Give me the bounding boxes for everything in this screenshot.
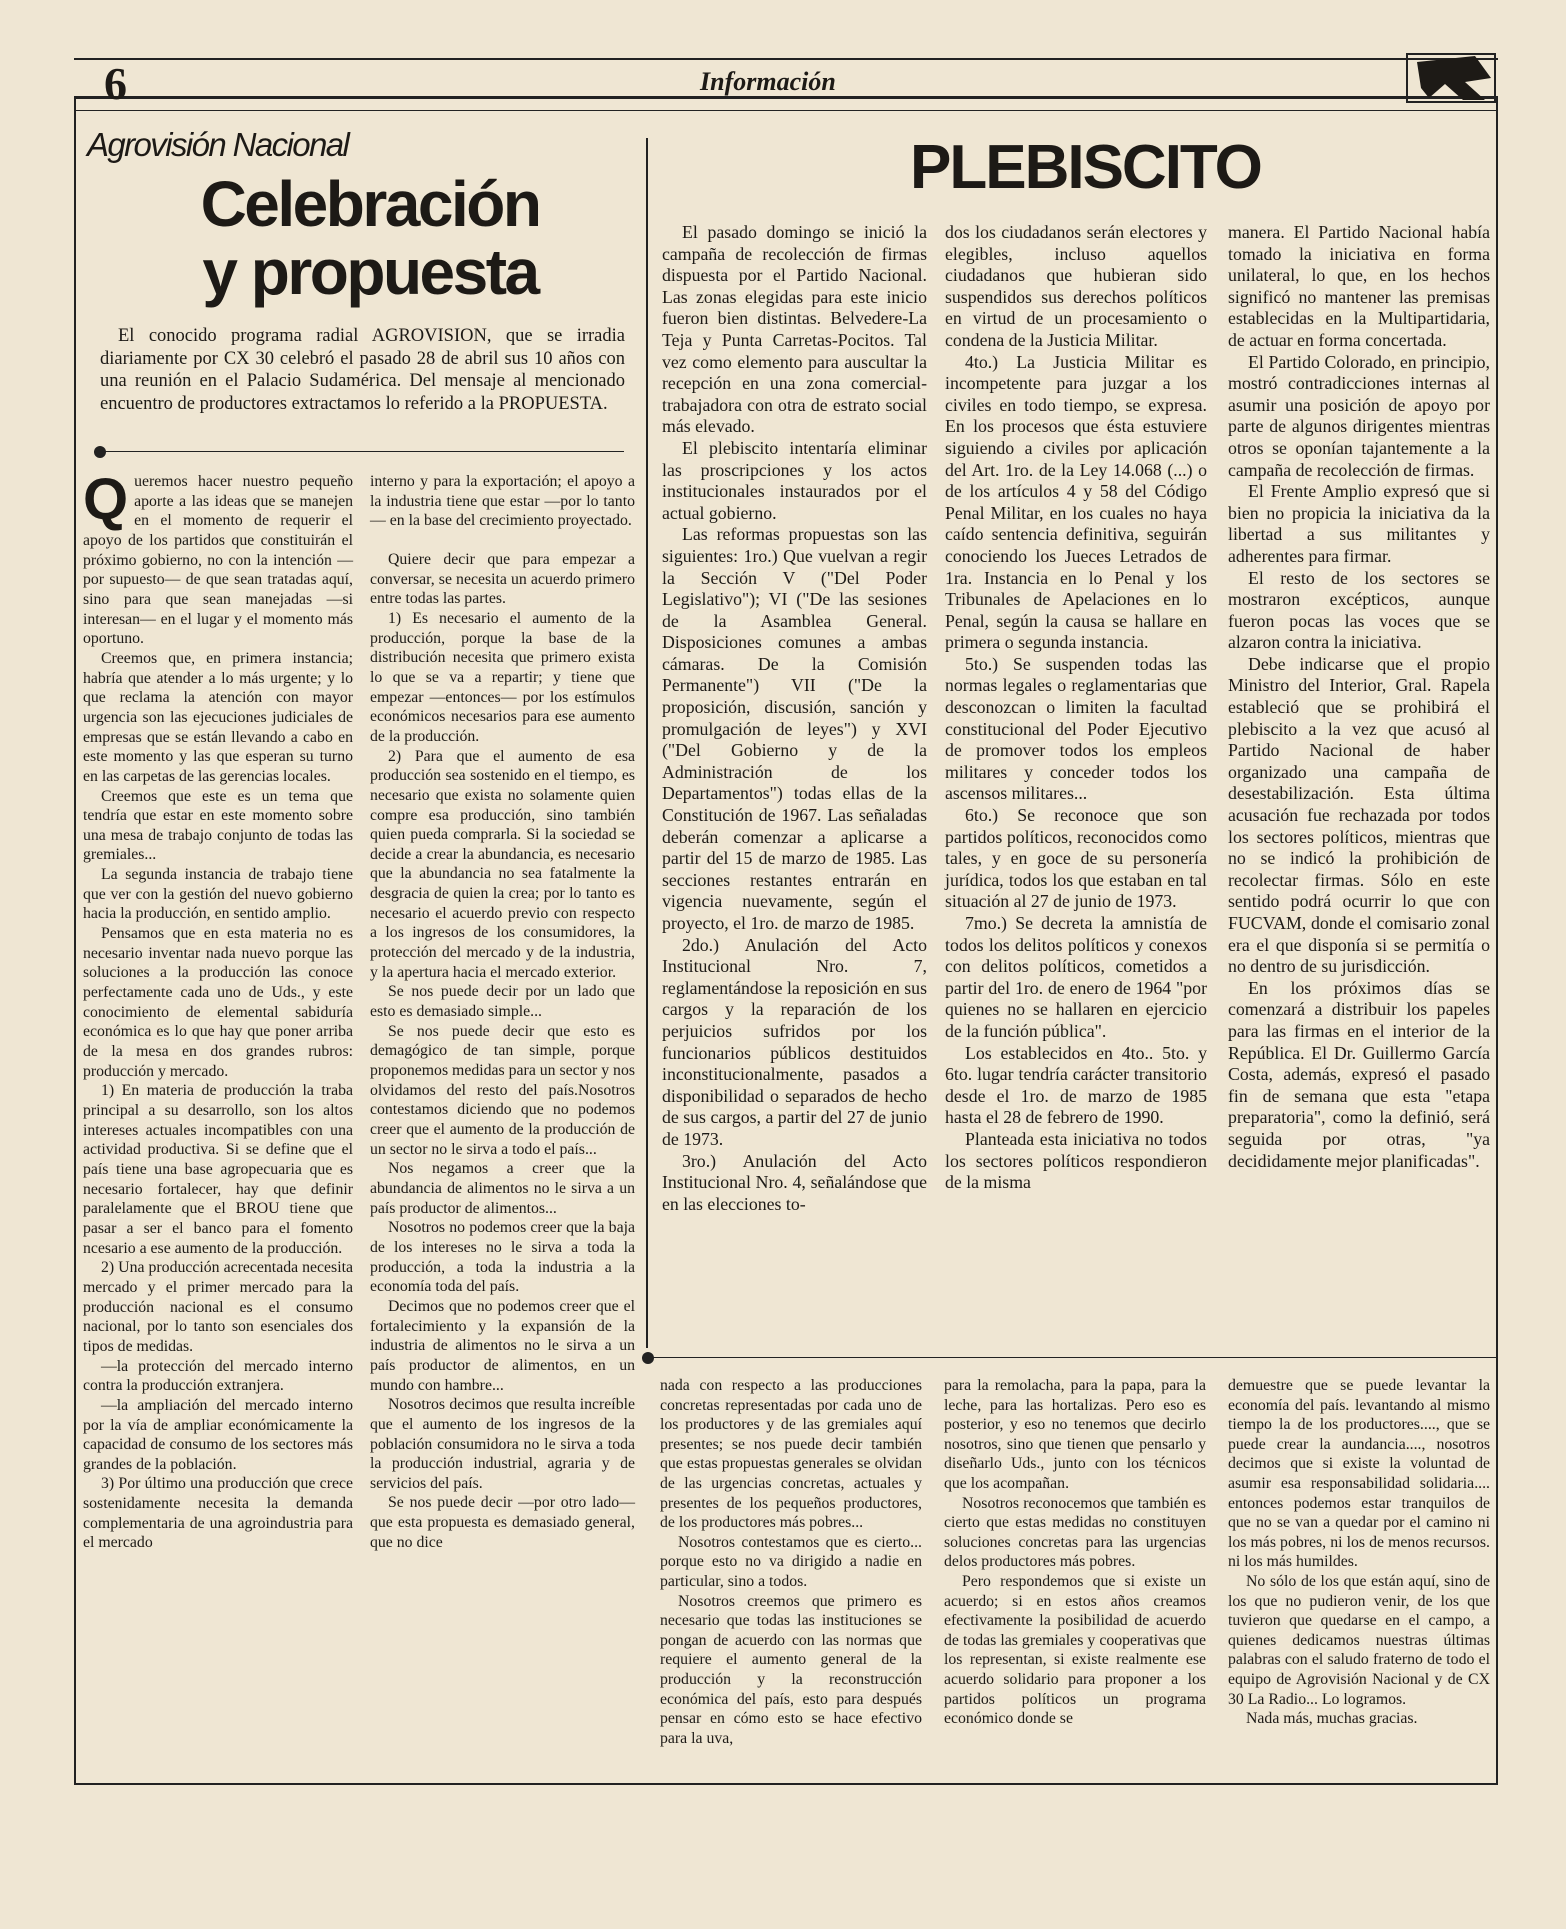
column-paragraph: Nosotros creemos que primero es necesario que todas las instituciones se pongan de acuerdo con las normas que requiere el aumento general de la producción y la reconstrucción económica del país, esto para después pensar en cómo esto se hace efectivo para la uva,: [660, 1592, 922, 1747]
column-paragraph: El resto de los sectores se mostraron excépticos, aunque fueron pocas las voces que se alzaron contra la iniciativa.: [1228, 567, 1490, 653]
frame-left: [74, 99, 76, 1784]
publication-logo: [1405, 48, 1499, 106]
column-paragraph: Pero respondemos que si existe un acuerdo; si en estos años creamos efectivamente la posibilidad de acuerdo de todas las gremiales y cooperativas que los representan, si existe realmente ese acuerdo solidario para proponer a los partidos políticos un programa económico donde se: [944, 1572, 1206, 1728]
column-paragraph: 2) Una producción acrecentada necesita mercado y el primer mercado para la producción nacional es el consumo nacional, por lo tanto son esenciales dos tipos de medidas.: [83, 1259, 353, 1355]
column-paragraph: manera. El Partido Nacional había tomado la iniciativa en forma unilateral, lo que, en los hechos significó no mantener las premisas establecidas en la Multipartidaria, de actuar en forma concertada.: [1228, 222, 1490, 350]
column-paragraph: Los establecidos en 4to.. 5to. y 6to. lugar tendría carácter transitorio desde el 1ro. de marzo de 1985 hasta el 28 de febrero de 1990.: [945, 1042, 1207, 1128]
column-paragraph: 5to.) Se suspenden todas las normas legales o reglamentarias que desconozcan o limiten la facultad constitucional del Poder Ejecutivo de promover todos los empleos militares y conceder todos los ascensos militares...: [945, 653, 1207, 804]
column-paragraph: El plebiscito intentaría eliminar las proscripciones y los actos institucionales instaurados por el actual gobierno.: [662, 437, 927, 523]
column-paragraph: El pasado domingo se inició la campaña de recolección de firmas dispuesta por el Partido Nacional. Las zonas elegidas para este inicio fueron bien distintas. Belvedere-La Teja y Punta Carretas-Pocitos. Tal vez como elemento para auscultar la recepción en una zona comercial-trabajadora con otra de estrato social más elevado.: [662, 222, 927, 437]
column-paragraph: interno y para la exportación; el apoyo a la industria tiene que estar —por lo tanto— en la base del crecimiento proyectado.: [370, 473, 635, 530]
article-kicker: Agrovisión Nacional: [87, 126, 349, 163]
plebiscito-headline: PLEBISCITO: [910, 133, 1261, 202]
column-paragraph: 2) Para que el aumento de esa producción sea sostenido en el tiempo, es necesario que exista no solamente quien compre esa producción, sino también quien pueda comprarla. Si la sociedad se decide a crear la abundancia, es necesario que la abundancia no sea fatalmente la desgracia de quien la crea; por lo tanto es necesario el acuerdo previo con respecto a los ingresos de los consumidores, la protección del mercado y de la industria, y la apertura hacia el mercado exterior.: [370, 747, 635, 981]
column-paragraph: Se nos puede decir por un lado que esto es demasiado simple...: [370, 983, 635, 1021]
column-paragraph: Debe indicarse que el propio Ministro del Interior, Gral. Rapela estableció que se prohibirá el plebiscito a la vez que acusó al Partido Nacional de haber organizado una campaña de desestabilización. Esta última acusación fue rechazada por todos los sectores políticos, mientras que no se indicó la prohibición de recolectar firmas. Sólo en este sentido podrá ocurrir lo que con FUCVAM, donde el comisario zonal era el que disponía si se permitía o no dentro de su jurisdicción.: [1228, 653, 1490, 977]
column-paragraph: Creemos que, en primera instancia; habría que atender a lo más urgente; y lo que reclama la atención con mayor urgencia son las ejecuciones judiciales de empresas que se están llevando a cabo en este momento y las que esperan su turno en las carpetas de las gerencias locales.: [83, 649, 353, 785]
column-paragraph: Nosotros no podemos creer que la baja de los intereses no le sirva a toda la producción, a toda la industria a la economía toda del país.: [370, 1219, 635, 1296]
column-paragraph: Decimos que no podemos creer que el fortalecimiento y la expansión de la industria de alimentos no le sirva a un país productor de alimentos, en un mundo con hambre...: [370, 1297, 635, 1394]
article1-column-1: [83, 467, 353, 1553]
frame-top-inner: [76, 110, 1496, 111]
column-paragraph: 1) En materia de producción la traba principal a su desarrollo, son los altos intereses actuales incompatibles con una actividad productiva. Si se define que el país tiene una base agropecuaria que es necesario fortalecer, hay que definir paralelamente que el BROU tiene que pasar a ser el banco para el fomento ncesario a ese aumento de la producción.: [83, 1082, 353, 1257]
intro-separator: [100, 451, 624, 452]
plebiscito-separator: [648, 1357, 1496, 1358]
article1-column-5: [1228, 1376, 1490, 1729]
column-paragraph: Nos negamos a creer que la abundancia de alimentos no le sirva a un país productor de alimentos...: [370, 1160, 635, 1217]
column-paragraph: [83, 467, 353, 649]
column-paragraph: La segunda instancia de trabajo tiene que ver con la gestión del nuevo gobierno hacia la producción, en sentido amplio.: [83, 866, 353, 923]
article-intro: El conocido programa radial AGROVISION, que se irradia diariamente por CX 30 celebró el pasado 28 de abril sus 10 años con una reunión en el Palacio Sudamérica. Del mensaje al mencionado encuentro de productores extractamos lo referido a la PROPUESTA.: [100, 326, 625, 415]
column-divider: [646, 138, 648, 1348]
column-paragraph: Creemos que este es un tema que tendría que estar en este momento sobre una mesa de trabajo conjunto de todas las gremiales...: [83, 787, 353, 864]
column-paragraph: Nosotros decimos que resulta increíble que el aumento de los ingresos de la población consumidora no le sirva a toda la producción industrial, agraria y de servicios del país.: [370, 1396, 635, 1492]
article2-column-2: [945, 222, 1207, 1194]
column-paragraph: Se nos puede decir —por otro lado— que esta propuesta es demasiado general, que no dice: [370, 1494, 635, 1551]
column-paragraph: 6to.) Se reconoce que son partidos políticos, reconocidos como tales, y en goce de su personería jurídica, todos los que estaban en tal situación al 27 de junio de 1973.: [945, 805, 1207, 912]
header-rule-top: [74, 58, 1498, 60]
article1-column-4: [944, 1376, 1206, 1729]
frame-bottom: [74, 1783, 1498, 1785]
column-paragraph: Nosotros contestamos que es cierto... porque esto no va dirigido a nadie en particular, sino a todos.: [660, 1533, 922, 1590]
column-paragraph: Nosotros reconocemos que también es cierto que estas medidas no constituyen soluciones concretas para las urgencias delos productores más pobres.: [944, 1494, 1206, 1571]
column-paragraph: 4to.) La Justicia Militar es incompetente para juzgar a los civiles en todo tiempo, se expresa. En los procesos que ésta estuviere siguiendo a civiles por aplicación del Art. 1ro. de la Ley 14.068 (...) o de los artículos 4 y 58 del Código Penal Militar, en los cuales no haya caído sentencia definitiva, seguirán conociendo los Jueces Letrados de 1ra. Instancia en lo Penal y los Tribunales de Apelaciones en lo Penal, según la causa se hallare en primera o segunda instancia.: [945, 351, 1207, 653]
section-title: Información: [700, 67, 836, 96]
column-paragraph: para la remolacha, para la papa, para la leche, para las hortalizas. Pero eso es posterior, y eso no tenemos que decirlo nosotros, sino que tienen que pensarlo y diseñarlo Uds., junto con los técnicos que los acompañan.: [944, 1377, 1206, 1492]
column-paragraph: demuestre que se puede levantar la economía del país. levantando al mismo tiempo la de los productores...., que se puede crear la aundancia...., nosotros decimos que si existe la voluntad de asumir esa responsabilidad solidaria.... entonces podemos estar tranquilos de que no se van a quedar por el camino ni los más pobres, ni los de menos recursos. ni los más humildes.: [1228, 1377, 1490, 1571]
column-paragraph: No sólo de los que están aquí, sino de los que no pudieron venir, de los que tuvieron que quedarse en el campo, a quienes dedicamos nuestras últimas palabras con el saludo fraterno de todo el equipo de Agrovisión Nacional y de CX 30 La Radio... Lo logramos.: [1228, 1572, 1490, 1708]
column-paragraph: nada con respecto a las producciones concretas representadas por cada uno de los productores y de las gremiales aquí presentes; se nos puede decir también que estas propuestas generales se olvidan de las urgencias concretas, actuales y presentes de los pequeños productores, de los productores más pobres...: [660, 1377, 922, 1532]
column-paragraph: Planteada esta iniciativa no todos los sectores políticos respondieron de la misma: [945, 1128, 1207, 1193]
column-paragraph: El Partido Colorado, en principio, mostró contradicciones internas al asumir una posición de apoyo por parte de algunos dirigentes mientras otros se oponían tajantemente a la campaña de recolección de firmas.: [1228, 351, 1490, 480]
column-paragraph: Las reformas propuestas son las siguientes: 1ro.) Que vuelvan a regir la Sección V ("Del Poder Legislativo"); VI ("De las sesiones de la Asamblea General. Disposiciones comunes a ambas cámaras. De la Comisión Permanente") VII ("De la proposición, discusión, sanción y promulgación de leyes") y XVI ("Del Gobierno y de la Administración de los Departamentos") todas ellas de la Constitución de 1967. Las señaladas deberán comenzar a aplicarse a partir del 15 de marzo de 1985. Las secciones restantes entrarán en vigencia nuevamente, según el proyecto, el 1ro. de marzo de 1985.: [662, 524, 927, 933]
article1-column-3: [660, 1376, 922, 1748]
article-headline: [170, 170, 570, 306]
drop-cap: Q: [83, 467, 129, 532]
column-paragraph: Pensamos que en esta materia no es necesario inventar nada nuevo porque las soluciones a la producción las conoce perfectamente cada uno de Uds., y este conocimiento de elemental sabiduría económica es lo que hay que poner arriba de la mesa en dos grandes rubros: producción y mercado.: [83, 925, 353, 1080]
column-paragraph: Se nos puede decir que esto es demagógico de tan simple, porque proponemos medidas para un sector y nos olvidamos del resto del país.Nosotros contestamos diciendo que no podemos creer que el aumento de la producción de un sector no le sirva a todo el país...: [370, 1022, 635, 1158]
column-paragraph: Nada más, muchas gracias.: [1246, 1710, 1418, 1728]
column-paragraph: —la ampliación del mercado interno por la vía de ampliar económicamente la capacidad de consumo de los sectores más grandes de la población.: [83, 1396, 353, 1473]
column-paragraph: 2do.) Anulación del Acto Institucional Nro. 7, reglamentándose la reposición en sus cargos y la reparación de los perjuicios sufridos por los funcionarios públicos destituidos inconstitucionalmente, pasados a disponibilidad o separados de hecho de sus cargos, a partir del 27 de junio de 1973.: [662, 934, 927, 1149]
column-paragraph: 3) Por último una producción que crece sostenidamente necesita la demanda complementaria de una agroindustria para el mercado: [83, 1475, 353, 1552]
page-number: 6: [104, 58, 127, 109]
article1-column-2: [370, 472, 635, 1552]
frame-right: [1496, 99, 1498, 1784]
separator-bullet: [642, 1352, 654, 1364]
column-paragraph: —la protección del mercado interno contra la producción extranjera.: [83, 1357, 353, 1395]
article2-column-3: [1228, 222, 1490, 1172]
column-paragraph: En los próximos días se comenzará a distribuir los papeles para las firmas en el interior de la República. El Dr. Guillermo García Costa, además, expresó el pasado fin de semana que esta "etapa preparatoria", como la definió, será seguida por otras, "ya decididamente mejor planificadas".: [1228, 977, 1490, 1171]
column-paragraph: 3ro.) Anulación del Acto Institucional Nro. 4, señalándose que en las elecciones to-: [662, 1150, 927, 1214]
article2-column-1: [662, 222, 927, 1215]
column-paragraph: Quiere decir que para empezar a conversar, se necesita un acuerdo primero entre todas las partes.: [370, 550, 635, 608]
column-paragraph: 1) Es necesario el aumento de la producción, porque la base de la distribución necesita que primero exista lo que se va a repartir; y tiene que empezar —entonces— por los estímulos económicos necesarios para ese aumento de la producción.: [370, 609, 635, 745]
column-paragraph: dos los ciudadanos serán electores y elegibles, incluso aquellos ciudadanos que hubieran sido suspendidos sus derechos políticos en virtud de un procesamiento o condena de la Justicia Militar.: [945, 222, 1207, 350]
paragraph-text: ueremos hacer nuestro pequeño aporte a las ideas que se manejen en el momento de requerir el apoyo de los partidos que constituirán el próximo gobierno, no con la intención —por supuesto— de que sean tratadas aquí, sino para que sean manejadas —si interesan— en el lugar y el momento más oportuno.: [83, 473, 353, 648]
headline-line-2: y propuesta: [202, 236, 538, 308]
column-paragraph: 7mo.) Se decreta la amnistía de todos los delitos políticos y conexos con delitos políticos, cometidos a partir del 1ro. de enero de 1964 "por quienes no se hallaren en ejercicio de la función pública".: [945, 913, 1207, 1041]
column-paragraph: El Frente Amplio expresó que si bien no propicia la iniciativa da la libertad a sus militantes y adherentes para firmar.: [1228, 481, 1490, 566]
headline-line-1: Celebración: [200, 168, 540, 240]
separator-bullet: [94, 446, 106, 458]
